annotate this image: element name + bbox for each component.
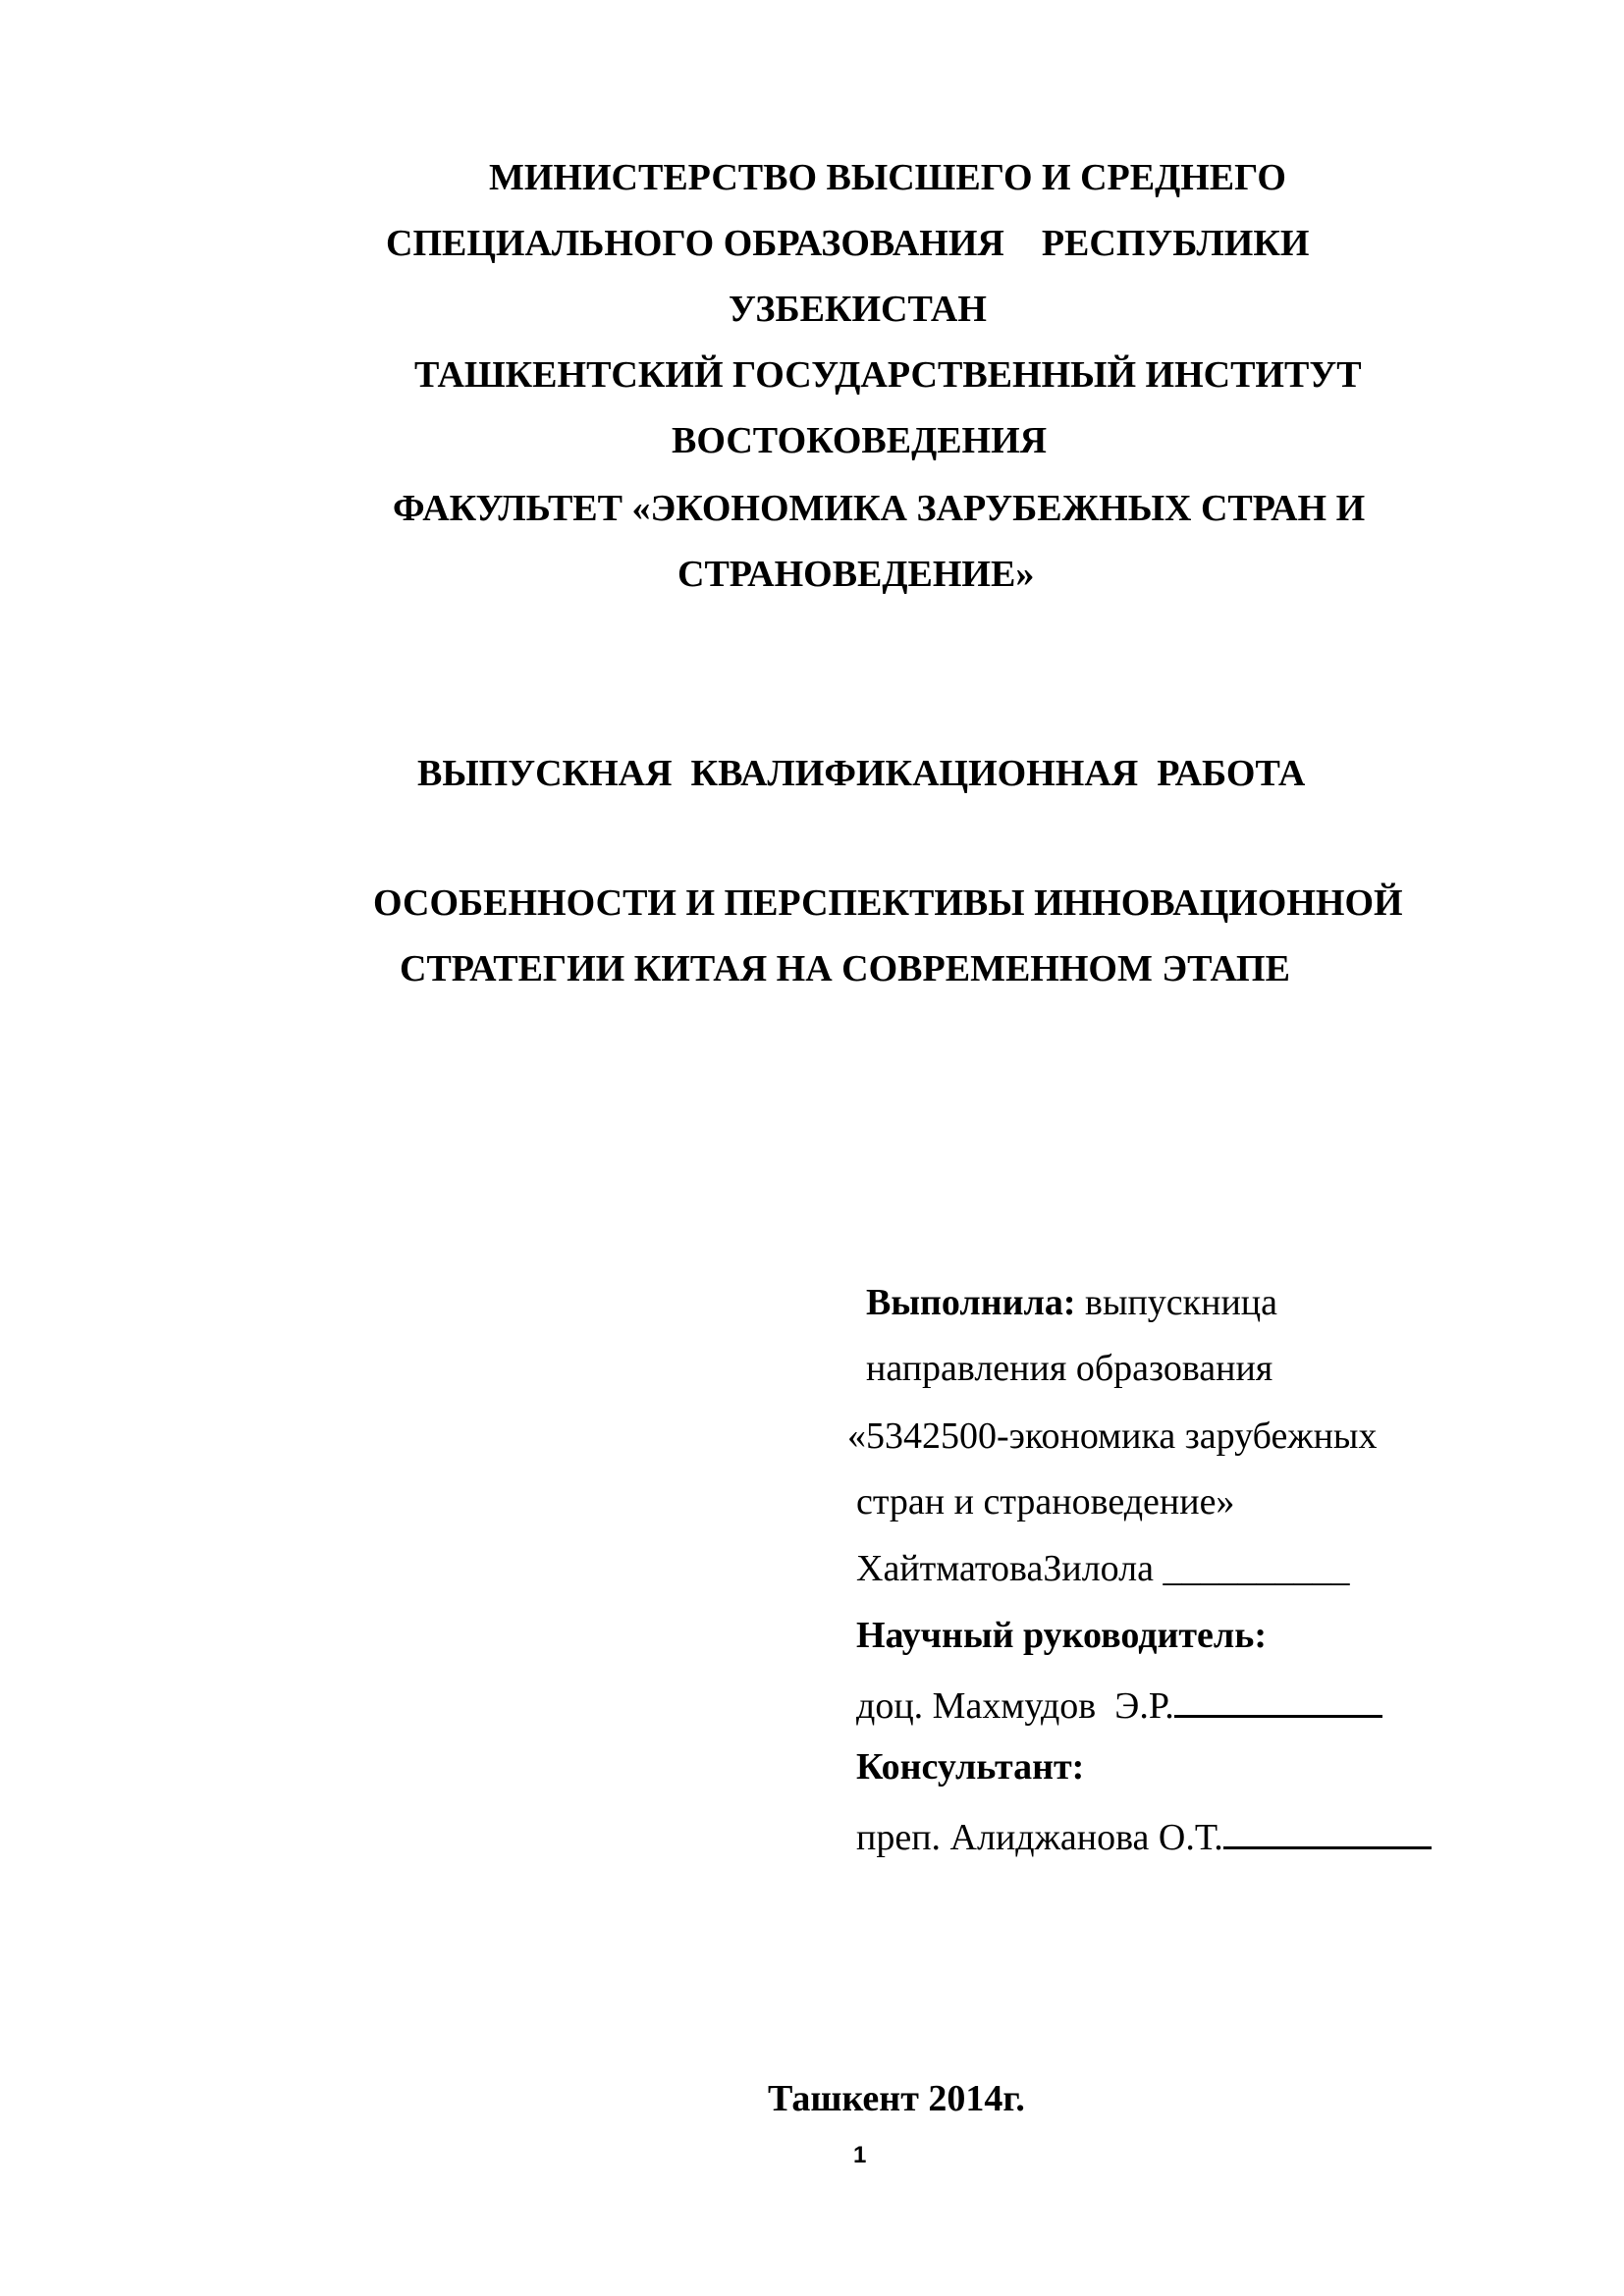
ministry-line-2: СПЕЦИАЛЬНОГО ОБРАЗОВАНИЯ РЕСПУБЛИКИ [386,223,1310,264]
thesis-title-line-1: ОСОБЕННОСТИ И ПЕРСПЕКТИВЫ ИННОВАЦИОННОЙ [373,882,1403,924]
author-status: выпускница [1075,1282,1278,1323]
author-line-2: направления образования [866,1348,1273,1389]
consultant-line [856,1811,1432,1860]
author-label: Выполнила: [866,1282,1076,1323]
supervisor-signature-line [1174,1680,1382,1718]
author-line-1 [866,1280,1277,1325]
institute-line-1: ТАШКЕНТСКИЙ ГОСУДАРСТВЕННЫЙ ИНСТИТУТ [414,354,1362,396]
institute-line-2: ВОСТОКОВЕДЕНИЯ [672,420,1048,461]
author-line-4: стран и страноведение» [856,1481,1235,1522]
supervisor-label: Научный руководитель: [856,1615,1267,1656]
supervisor-line [856,1680,1382,1729]
page-number: 1 [853,2142,867,2168]
thesis-title-line-2: СТРАТЕГИИ КИТАЯ НА СОВРЕМЕННОМ ЭТАПЕ [400,948,1290,989]
faculty-line-2: СТРАНОВЕДЕНИЕ» [677,554,1035,595]
ministry-line-1: МИНИСТЕРСТВО ВЫСШЕГО И СРЕДНЕГО [489,157,1286,198]
consultant-label: Консультант: [856,1746,1085,1788]
consultant-signature-line [1223,1811,1432,1849]
faculty-line-1: ФАКУЛЬТЕТ «ЭКОНОМИКА ЗАРУБЕЖНЫХ СТРАН И [393,488,1366,529]
author-line-3: «5342500-экономика зарубежных [847,1415,1378,1457]
author-name: ХайтматоваЗилола [856,1548,1164,1589]
supervisor-name: доц. Махмудов Э.Р. [856,1685,1174,1727]
author-name-line [856,1546,1350,1591]
ministry-line-3: УЗБЕКИСТАН [729,289,987,330]
author-signature-blank: __________ [1163,1548,1350,1589]
consultant-name: преп. Алиджанова О.Т. [856,1817,1223,1858]
place-year: Ташкент 2014г. [768,2078,1025,2119]
work-type-heading: ВЫПУСКНАЯ КВАЛИФИКАЦИОННАЯ РАБОТА [417,753,1306,794]
